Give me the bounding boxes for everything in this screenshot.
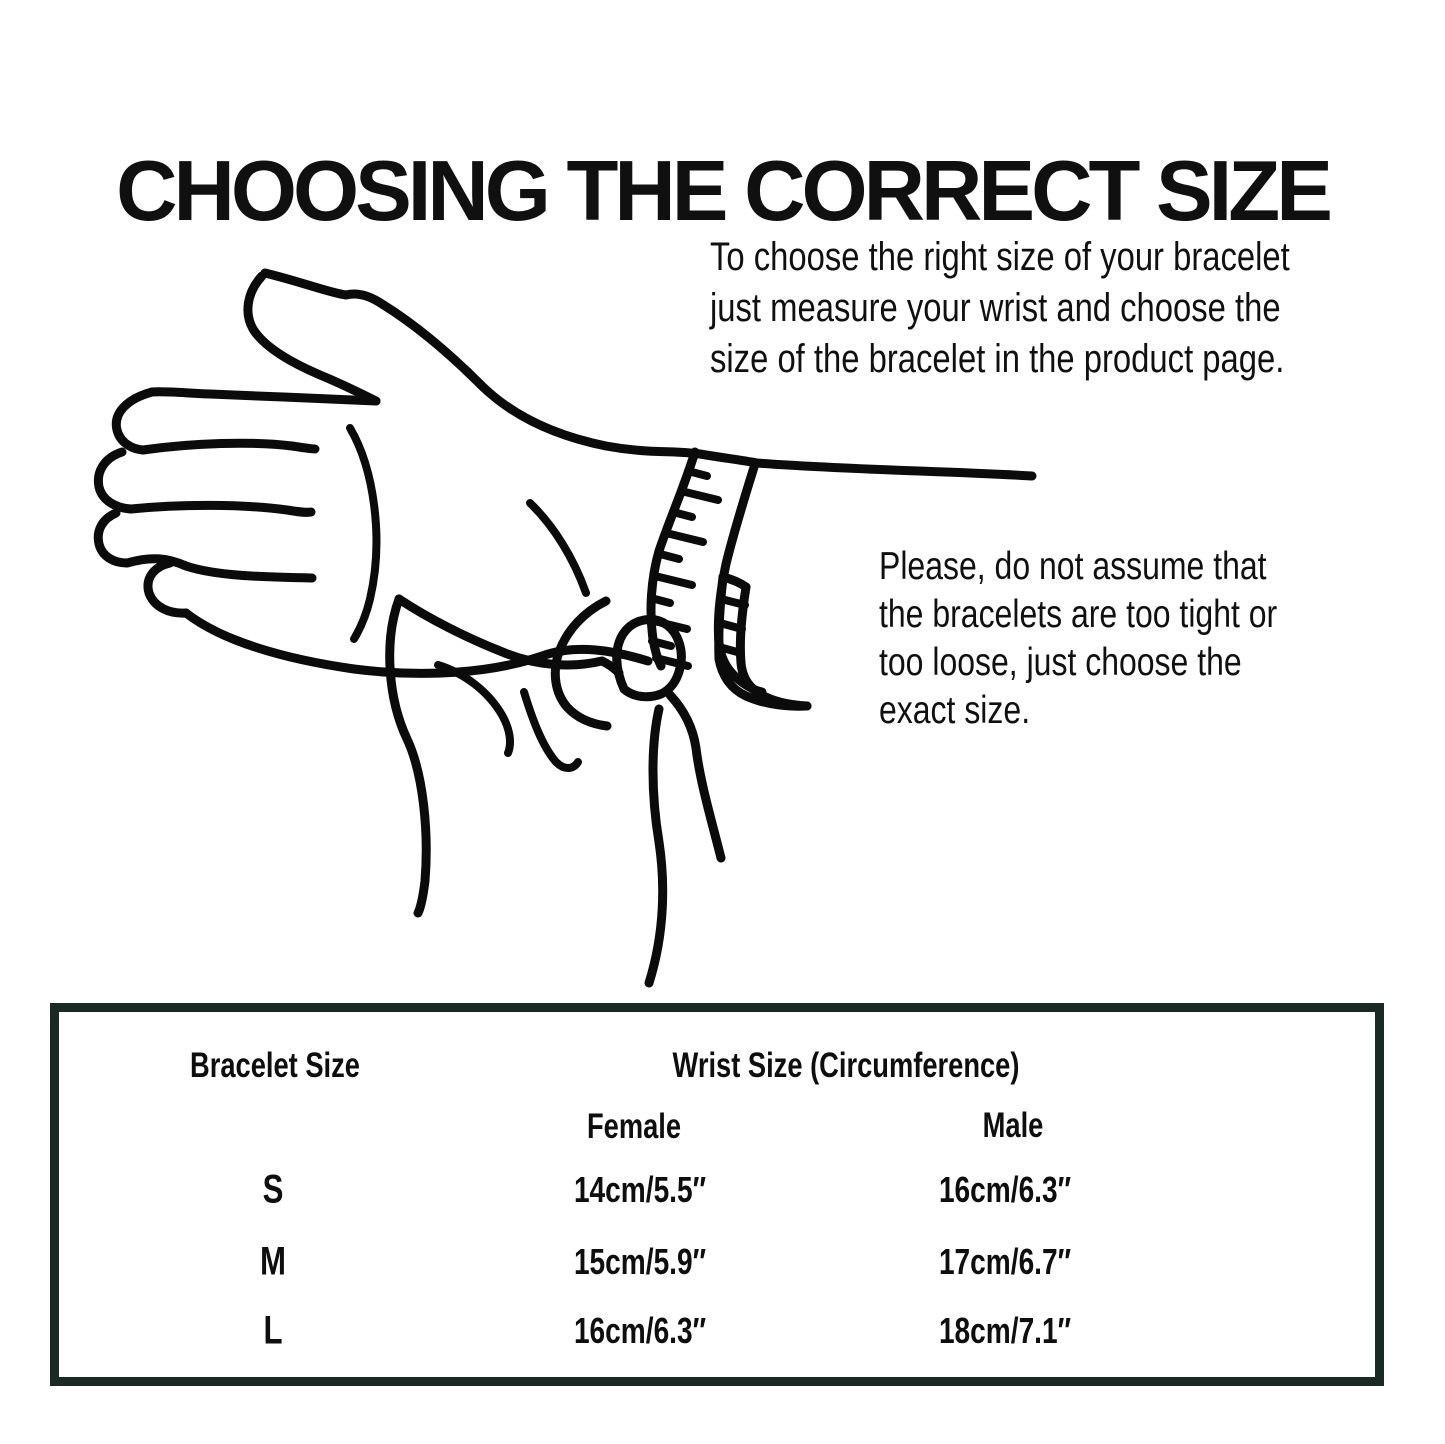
ring-fingertip: [98, 513, 127, 563]
note-paragraph: [879, 543, 1277, 735]
holding-hand-wrist-right-edge: [649, 709, 663, 983]
middle-fingertip: [98, 452, 131, 509]
column-header-female: Female: [586, 1107, 682, 1146]
holding-hand-index-top-edge: [399, 599, 619, 673]
size-label-l: L: [263, 1308, 283, 1353]
palm-crease-long: [350, 428, 376, 639]
finger-separation-2: [131, 505, 311, 512]
thumb-inner-edge: [248, 276, 376, 401]
male-value-l: 18cm/7.1″: [938, 1310, 1072, 1351]
female-value-l: 16cm/6.3″: [573, 1310, 707, 1351]
tape-flap-left-edge: [719, 577, 723, 659]
tape-flap-top-edge: [723, 577, 746, 587]
holding-hand-thumb-side-edge: [670, 695, 721, 858]
pinky-fingertip: [148, 563, 186, 613]
page-title: CHOOSING THE CORRECT SIZE: [116, 143, 1329, 239]
tape-band-left-edge: [651, 452, 695, 666]
intro-paragraph: [710, 232, 1290, 385]
palm-bottom-contour: [186, 613, 648, 673]
tape-flap-right-edge: [740, 587, 807, 706]
intro-line: To choose the right size of your bracelet: [710, 235, 1290, 279]
male-value-s: 16cm/6.3″: [938, 1169, 1072, 1210]
female-value-s: 14cm/5.5″: [573, 1169, 707, 1210]
tape-flap-bottom-tail: [719, 659, 807, 706]
tape-flap-tick-marks: [719, 599, 745, 653]
female-value-m: 15cm/5.9″: [573, 1241, 707, 1282]
tape-band-right-edge: [718, 464, 762, 692]
intro-line: just measure your wrist and choose the: [710, 286, 1281, 330]
holding-hand-finger-crease: [438, 665, 510, 753]
finger-separation-3: [127, 559, 312, 578]
holding-thumb-outline: [555, 601, 607, 726]
sizing-table: [50, 1003, 1384, 1386]
palm-crease-short: [530, 503, 586, 593]
column-header-bracelet-size: Bracelet Size: [190, 1046, 360, 1085]
male-value-m: 17cm/6.7″: [938, 1241, 1072, 1282]
holding-thumb-nail: [617, 619, 682, 696]
index-fingertip: [116, 392, 152, 450]
size-label-s: S: [262, 1167, 284, 1212]
finger-separation-1: [143, 443, 315, 450]
column-header-wrist-size: Wrist Size (Circumference): [672, 1046, 1020, 1085]
column-header-male: Male: [982, 1106, 1044, 1145]
note-line: too loose, just choose the: [879, 641, 1242, 684]
intro-line: size of the bracelet in the product page.: [710, 337, 1285, 381]
index-finger-top-edge: [152, 392, 376, 401]
note-line: the bracelets are too tight or: [879, 593, 1278, 636]
note-line: Please, do not assume that: [879, 545, 1267, 588]
note-line: exact size.: [879, 689, 1031, 732]
size-label-m: M: [260, 1239, 286, 1284]
tape-tick-marks: [650, 471, 718, 666]
holding-hand-curled-finger: [524, 692, 578, 768]
holding-hand-index-outer-edge: [390, 599, 426, 913]
